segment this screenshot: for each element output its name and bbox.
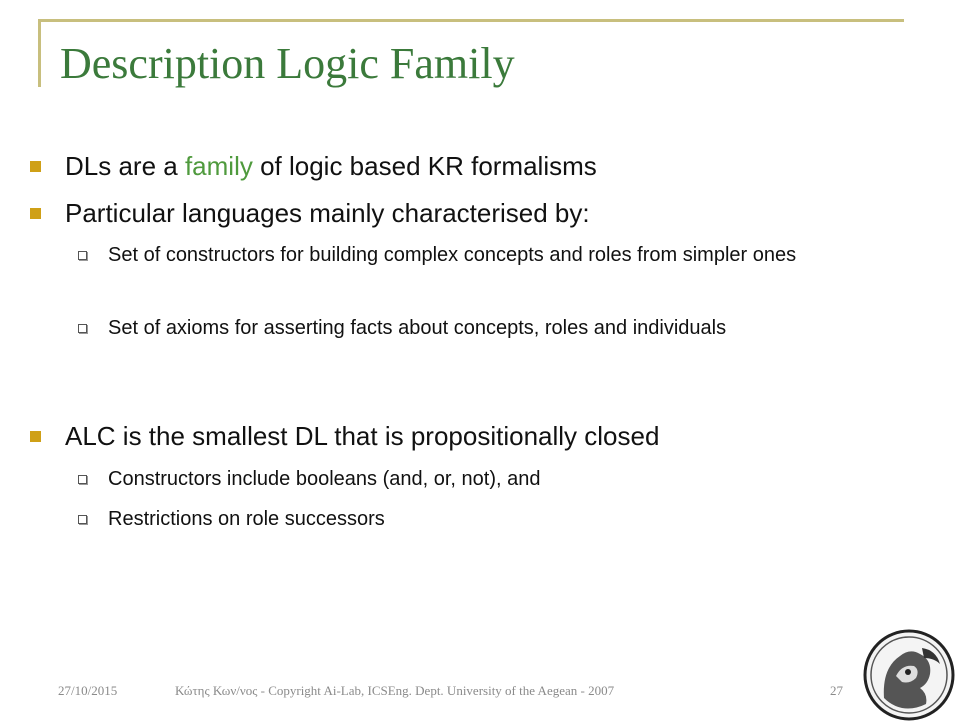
bullet-text-pre: DLs are a [65, 151, 185, 181]
hollow-square-bullet-icon [78, 515, 87, 524]
subbullet-text: Constructors include booleans (and, or, not), and [108, 468, 541, 490]
bullet-text: ALC is the smallest DL that is propositionally closed [65, 421, 660, 451]
bullet-text: Particular languages mainly characterised by: [65, 198, 590, 228]
footer-credit: Κώτης Κων/νος - Copyright Ai-Lab, ICSEng. Dept. University of the Aegean - 2007 [175, 683, 615, 698]
bullet-text-accent: family [184, 151, 253, 181]
hollow-square-bullet-icon [78, 251, 87, 260]
hollow-square-bullet-icon [78, 475, 87, 484]
footer-page-number: 27 [830, 683, 843, 698]
subbullet-text: Set of constructors for building complex concepts and roles from simpler ones [108, 244, 797, 266]
university-seal-icon [862, 628, 956, 722]
bullet-text-post: of logic based KR formalisms [252, 151, 597, 181]
subbullet-text: Set of axioms for asserting facts about concepts, roles and individuals [108, 317, 727, 339]
hollow-square-bullet-icon [78, 324, 87, 333]
footer-date: 27/10/2015 [58, 683, 118, 698]
bullet-text [65, 151, 597, 182]
square-bullet-icon [30, 431, 41, 442]
square-bullet-icon [30, 161, 41, 172]
slide-title: Description Logic Family [60, 39, 515, 88]
subbullet-text: Restrictions on role successors [108, 508, 385, 530]
square-bullet-icon [30, 208, 41, 219]
